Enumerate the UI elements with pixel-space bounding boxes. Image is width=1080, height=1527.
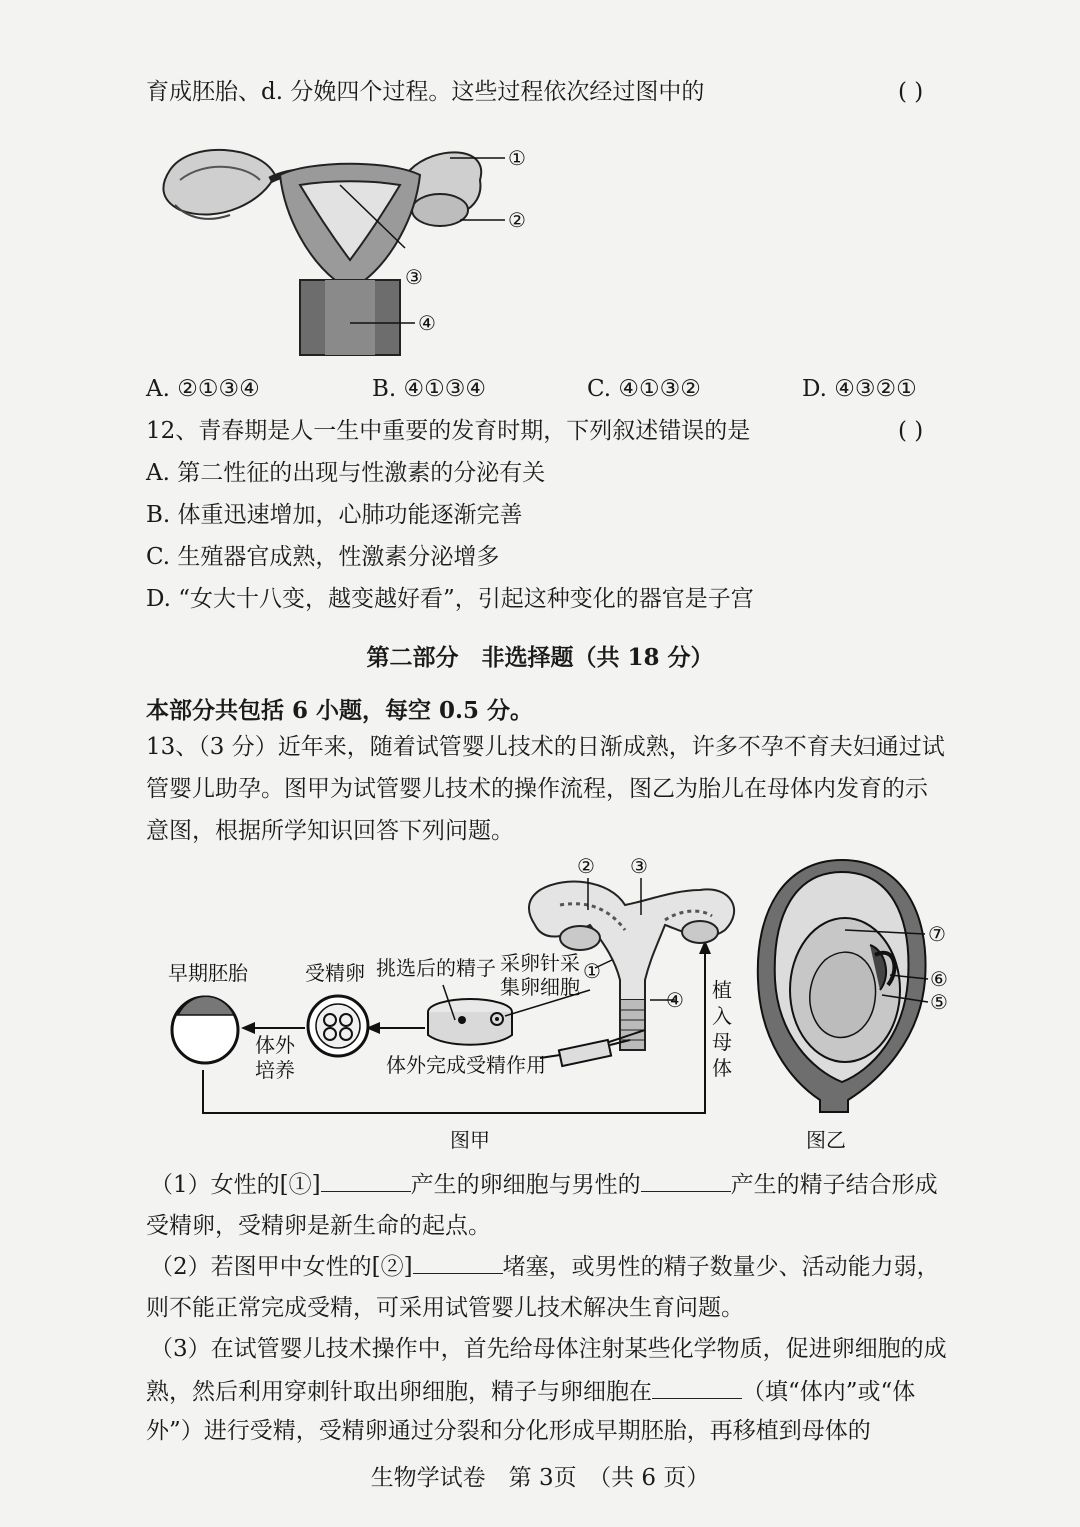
fig2-label-4: ④ [666, 988, 684, 1012]
answer-parenthesis: ( ) [898, 418, 924, 444]
fig2-early-embryo-label: 早期胚胎 [168, 961, 248, 985]
q12-option-d: D. “女大十八变，越变越好看”，引起这种变化的器官是子宫 [146, 586, 754, 612]
q12-option-b: B. 体重迅速增加，心肺功能逐渐完善 [146, 502, 523, 528]
fig2-label-2: ② [577, 854, 595, 878]
fig2-implant-char-4: 体 [712, 1056, 732, 1080]
q11-option-a: A. ②①③④ [146, 376, 260, 402]
q12-option-a: A. 第二性征的出现与性激素的分泌有关 [146, 460, 546, 486]
fig2-caption-a: 图甲 [450, 1128, 490, 1152]
fig2-label-5: ⑤ [930, 990, 948, 1014]
q13-sub2-line-1: （2）若图甲中女性的[②] 堵塞，或男性的精子数量少、活动能力弱， [150, 1251, 940, 1282]
fig2-fertilization-label: 体外完成受精作用 [386, 1053, 546, 1077]
q13-sub2-line-2: 则不能正常完成受精，可采用试管婴儿技术解决生育问题。 [146, 1295, 744, 1321]
question-12-stem: 12、青春期是人一生中重要的发育时期，下列叙述错误的是 [146, 418, 751, 444]
fig2-needle-label-1: 采卵针采 [500, 951, 580, 975]
fig2-needle-label-2: 集卵细胞 [500, 975, 580, 999]
page-footer: 生物学试卷 第 3页 （共 6 页） [370, 1465, 710, 1491]
q11-option-d: D. ④③②① [802, 376, 917, 402]
q13-sub3-line-1: （3）在试管婴儿技术操作中，首先给母体注射某些化学物质，促进卵细胞的成 [150, 1336, 947, 1362]
ivf-process-figure [0, 850, 1080, 1160]
fig2-label-1: ① [583, 959, 601, 983]
fig2-caption-b: 图乙 [806, 1128, 846, 1152]
fig1-label-4: ④ [418, 311, 436, 335]
q13-sub1-line-2: 受精卵，受精卵是新生命的起点。 [146, 1213, 491, 1239]
answer-blank[interactable] [321, 1169, 411, 1192]
female-reproductive-figure [150, 130, 550, 360]
fig2-culture-label-1: 体外 [255, 1033, 295, 1057]
q13-intro-line-1: 13、（3 分）近年来，随着试管婴儿技术的日渐成熟，许多不孕不育夫妇通过试 [146, 734, 945, 760]
fig2-label-6: ⑥ [930, 967, 948, 991]
answer-blank[interactable] [641, 1169, 731, 1192]
fig1-label-2: ② [508, 208, 526, 232]
q11-option-c: C. ④①③② [587, 376, 701, 402]
fig2-zygote-label: 受精卵 [305, 961, 365, 985]
answer-parenthesis: ( ) [898, 79, 924, 105]
q13-sub3-line-2: 熟，然后利用穿刺针取出卵细胞，精子与卵细胞在 （填“体内”或“体 [146, 1376, 915, 1407]
answer-blank[interactable] [652, 1376, 742, 1399]
q13-intro-line-3: 意图，根据所学知识回答下列问题。 [146, 818, 514, 844]
fig2-culture-label-2: 培养 [255, 1058, 295, 1082]
part-2-note: 本部分共包括 6 小题，每空 0.5 分。 [146, 697, 534, 724]
fig2-implant-char-3: 母 [712, 1030, 732, 1054]
fig2-label-7: ⑦ [928, 922, 946, 946]
q12-option-c: C. 生殖器官成熟，性激素分泌增多 [146, 544, 500, 570]
part-2-title: 第二部分 非选择题（共 18 分） [366, 644, 714, 671]
answer-blank[interactable] [413, 1251, 503, 1274]
q11-option-b: B. ④①③④ [372, 376, 487, 402]
fig1-label-3: ③ [405, 265, 423, 289]
q13-sub1-line-1: （1）女性的[①] 产生的卵细胞与男性的 产生的精子结合形成 [150, 1169, 938, 1200]
q13-sub3-line-3: 外”）进行受精，受精卵通过分裂和分化形成早期胚胎，再移植到母体的 [146, 1418, 871, 1444]
q13-intro-line-2: 管婴儿助孕。图甲为试管婴儿技术的操作流程，图乙为胎儿在母体内发育的示 [146, 776, 928, 802]
fig2-implant-char-2: 入 [712, 1004, 732, 1028]
fig2-selected-sperm-label: 挑选后的精子 [376, 956, 496, 980]
fig2-label-3: ③ [630, 854, 648, 878]
question-11-stem-continued: 育成胚胎、d. 分娩四个过程。这些过程依次经过图中的 [146, 79, 705, 105]
fig1-label-1: ① [508, 146, 526, 170]
fig2-implant-char-1: 植 [712, 978, 732, 1002]
